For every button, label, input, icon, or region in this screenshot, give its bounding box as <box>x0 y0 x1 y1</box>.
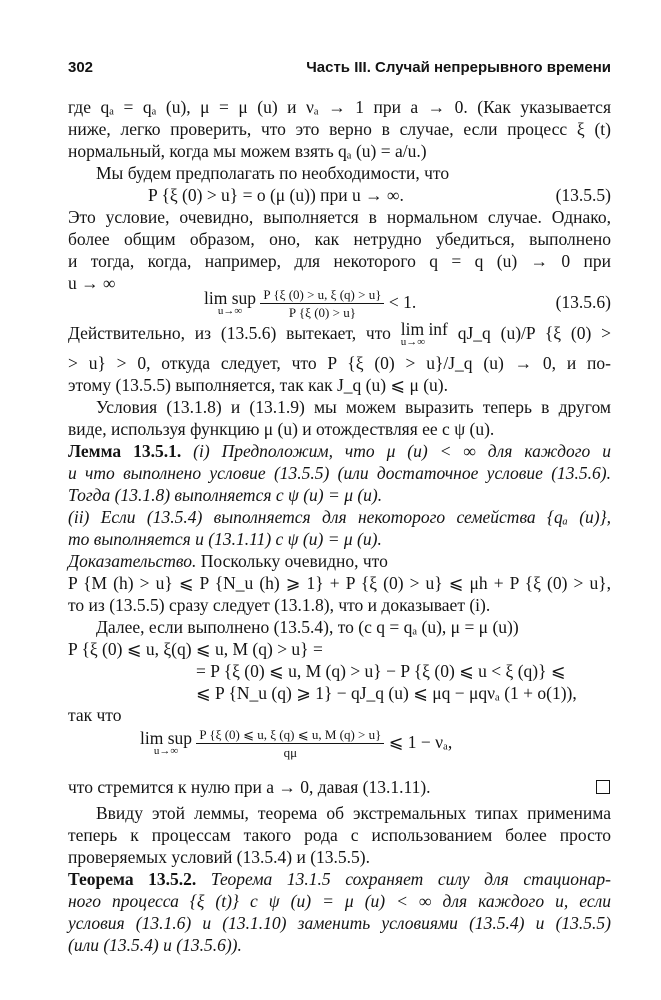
lemma-line: и что выполнено условие (13.5.5) (или достаточное условие (13.5.6). <box>68 463 611 483</box>
text-line: проверяемых условий (13.5.4) и (13.5.5). <box>68 847 370 867</box>
text-line: так что <box>68 705 122 725</box>
lemma-title: Лемма 13.5.1. <box>68 441 182 461</box>
running-title: Часть III. Случай непрерывного времени <box>306 59 611 76</box>
limsup-operator: lim sup u→∞ <box>204 288 257 318</box>
text-line: этому (13.5.5) выполняется, так как J_q (u) ⩽ μ (u). <box>68 375 449 395</box>
equation-13-5-5: P {ξ (0) > u} = o (μ (u)) при u → ∞. <box>148 185 404 205</box>
formula-line: P {M (h) > u} ⩽ P {N_u (h) ⩾ 1} + P {ξ (0) > u} ⩽ μh + P {ξ (0) > u}, <box>68 573 611 593</box>
text-line: то из (13.5.5) сразу следует (13.1.8), что и доказывает (i). <box>68 595 491 615</box>
formula-line: ⩽ P {N_u (q) ⩾ 1} − qJ_q (u) ⩽ μq − μqνₐ (1 + o(1)), <box>196 683 577 703</box>
equation-limsup-bound: lim sup u→∞ $\frac{P \{\xi (0) ⩽ u, \xi (q) ⩽ u, M (q) > u\}}{q\mu}$ ⩽ 1 − νₐ, <box>140 727 453 761</box>
text-line: Это условие, очевидно, выполняется в нормальном случае. Однако, <box>68 207 611 227</box>
fraction: $\frac{P \{\xi (0) ⩽ u, \xi (q) ⩽ u, M (q) > u\}}{q\mu}$ <box>196 726 384 761</box>
lemma-line: то выполняется и (13.1.11) с ψ (u) = μ (u). <box>68 529 382 549</box>
text-line: где qₐ = qₐ (u), μ = μ (u) и νₐ → 1 при a → 0. (Как указывается <box>68 97 611 117</box>
text-line: Условия (13.1.8) и (13.1.9) мы можем выразить теперь в другом <box>96 397 611 417</box>
liminf-operator: lim inf u→∞ <box>400 319 448 349</box>
end-of-proof-icon <box>596 780 610 794</box>
text-line: виде, используя функцию μ (u) и отождествляя ее с ψ (u). <box>68 419 495 439</box>
theorem-line: условия (13.1.6) и (13.1.10) заменить условиями (13.5.4) и (13.5.5) <box>68 913 611 933</box>
lemma-line: Тогда (13.1.8) выполняется с ψ (u) = μ (u). <box>68 485 383 505</box>
proof-label: Доказательство. <box>68 551 197 571</box>
theorem-line: ного процесса {ξ (t)} с ψ (u) = μ (u) < ∞ для каждого u, если <box>68 891 611 911</box>
equation-number: (13.5.6) <box>555 292 611 312</box>
text-line: Действительно, из (13.5.6) вытекает, что lim inf u→∞ qJ_q (u)/P {ξ (0) > <box>68 319 611 349</box>
formula-line: = P {ξ (0) ⩽ u, M (q) > u} − P {ξ (0) ⩽ u < ξ (q)} ⩽ <box>196 661 566 681</box>
text-line: Ввиду этой леммы, теорема об экстремальных типах применима <box>96 803 611 823</box>
text-line: u → ∞ <box>68 273 116 293</box>
text-line: Далее, если выполнено (13.5.4), то (с q = qₐ (u), μ = μ (u)) <box>96 617 519 637</box>
text-line: Мы будем предполагать по необходимости, что <box>96 163 450 183</box>
equation-number: (13.5.5) <box>555 185 611 205</box>
limsup-operator: lim sup u→∞ <box>140 728 193 758</box>
theorem-line: Теорема 13.5.2. Теорема 13.1.5 сохраняет силу для стационар- <box>68 869 612 889</box>
theorem-line: (или (13.5.4) и (13.5.6)). <box>68 935 242 955</box>
formula-line: P {ξ (0) ⩽ u, ξ(q) ⩽ u, M (q) > u} = <box>68 639 323 659</box>
text-line: теперь к процессам такого рода с использованием более просто <box>68 825 611 845</box>
proof-line: Доказательство. Поскольку очевидно, что <box>68 551 388 571</box>
equation-13-5-6: lim sup u→∞ $\frac{P \{\xi (0) > u, \xi (q) > u\}}{P \{\xi (0) > u\}}$ < 1. <box>204 287 417 321</box>
lemma-line: (ii) Если (13.5.4) выполняется для некоторого семейства {qₐ (u)}, <box>68 507 611 527</box>
fraction: $\frac{P \{\xi (0) > u, \xi (q) > u\}}{P \{\xi (0) > u\}}$ <box>260 286 384 321</box>
text-line: ниже, легко проверить, что это верно в случае, если процесс ξ (t) <box>68 119 611 139</box>
text-line: более общим образом, оно, как нетрудно убедиться, выполнено <box>68 229 611 249</box>
text-line: нормальный, когда мы можем взять qₐ (u) = a/u.) <box>68 141 427 161</box>
page-number: 302 <box>68 59 94 76</box>
lemma-line: Лемма 13.5.1. (i) Предположим, что μ (u) < ∞ для каждого u <box>68 441 611 461</box>
text-line: и тогда, когда, например, для некоторого q = q (u) → 0 при <box>68 251 611 271</box>
text-line: > u} > 0, откуда следует, что P {ξ (0) > u}/J_q (u) → 0, и по- <box>68 353 611 373</box>
text-line: что стремится к нулю при a → 0, давая (13.1.11). <box>68 777 431 797</box>
theorem-title: Теорема 13.5.2. <box>68 869 197 889</box>
